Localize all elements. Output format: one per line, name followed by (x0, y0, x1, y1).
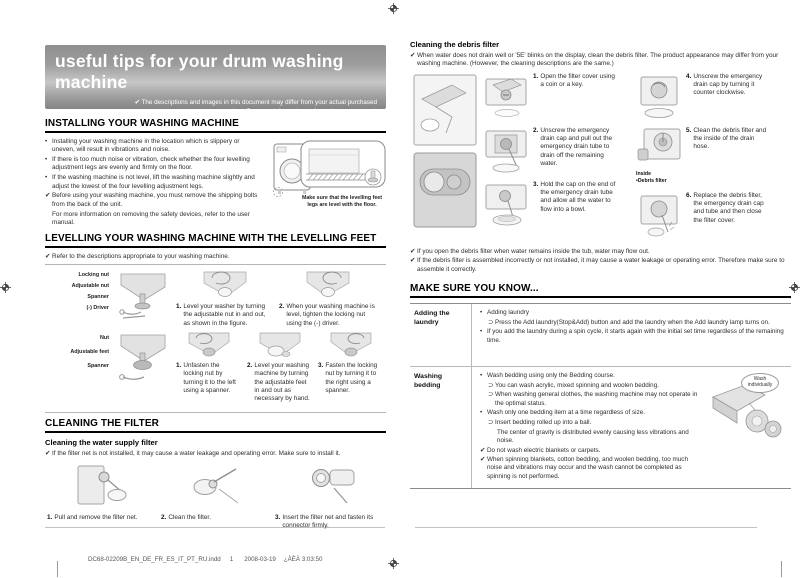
check-marker: ✔ (45, 192, 51, 200)
check-marker: ✔ (45, 252, 51, 260)
installing-illustration (258, 138, 386, 224)
registration-mark-icon (388, 3, 399, 14)
levelling-feet-inset-illustration (300, 140, 386, 192)
pull-drain-tube-illustration (483, 127, 529, 173)
diagram-label: (-) Driver (86, 305, 109, 312)
levelling-step (276, 270, 379, 328)
divider (45, 264, 386, 265)
footer-time: ¿ÀÈÄ 3:03:50 (283, 556, 323, 563)
debris-step (483, 127, 636, 174)
bullet-marker: • (45, 174, 48, 182)
crop-mark (781, 561, 782, 577)
sub-marker: ⊃ (488, 318, 494, 326)
filter-step (273, 462, 387, 531)
sub-marker: ⊃ (488, 391, 494, 399)
step-text: 2. Unscrew the emergency drain cap and pull out the emergency drain tube to drain off the remaining water. (533, 126, 613, 167)
pull-filter-net-illustration (74, 462, 130, 510)
clean-debris-filter-illustration (636, 127, 682, 165)
tighten-nut-illustration (305, 270, 351, 300)
debris-step (636, 73, 789, 120)
footer-date: 2008-03-19 (244, 556, 276, 563)
check-marker: ✔ (480, 446, 486, 454)
unscrew-drain-cap-illustration (636, 73, 682, 119)
step-text: 4. Unscrew the emergency drain cap by turning it counter clockwise. (686, 72, 763, 97)
step-text: 3. Hold the cap on the end of the emergency drain tube and allow all the water to flow into a bowl. (533, 180, 616, 213)
diagram-label: Adjustable feet (70, 349, 109, 356)
bullet-line: • If there is too much noise or vibration, check whether the four levelling adjustment legs are evenly and firmly on the floor. (45, 156, 250, 172)
step-text: 6. Replace the debris filter, the emergency drain cap and tube and then close the filter cover. (686, 191, 764, 224)
clean-filter-illustration (188, 462, 244, 510)
row-content: • Adding laundry ⊃ Press the Add laundry(Stop&Add) button and add the laundry when the Add laundry lamp turns on. • If you add the laundry during a spin cycle, it starts again with the initial set time regardless of the remaining time. (480, 309, 784, 344)
debris-steps-col-a (483, 73, 636, 246)
adjust-nut-illustration (202, 270, 248, 300)
levelling-row-1 (45, 270, 386, 328)
section-heading-levelling: LEVELLING YOUR WASHING MACHINE WITH THE LEVELLING FEET (45, 233, 386, 248)
registration-mark-icon (388, 558, 399, 569)
sub-marker: ⊃ (488, 419, 494, 426)
bedding-illustration (705, 373, 787, 445)
fasten-nut-illustration (329, 331, 373, 359)
diagram-label: Adjustable nut (71, 283, 109, 290)
debris-steps-col-b (636, 73, 789, 246)
step-text: 3. Insert the filter net and fasten its connector firmly. (275, 514, 374, 530)
banner-note (55, 98, 377, 116)
step-text: 1. Open the filter cover using a coin or a key. (533, 72, 615, 88)
check-marker: ✔ (410, 247, 416, 255)
subheading-debris-filter: Cleaning the debris filter (410, 40, 500, 49)
filter-note: ✔ If the filter net is not installed, it may cause a water leakage and operating error. Make sure to install it. (45, 449, 341, 457)
speech-bubble: Wash individually (741, 373, 779, 393)
check-marker: ✔ (410, 52, 416, 59)
installing-body (45, 138, 386, 229)
check-marker: ✔ (410, 257, 416, 265)
bullet-marker: • (480, 328, 483, 336)
row-label: Adding the laundry (410, 304, 472, 366)
banner (45, 45, 386, 116)
levelling-step (173, 270, 276, 328)
bullet-marker: • (45, 138, 48, 145)
debris-step (636, 127, 789, 185)
row-content: • Wash bedding using only the Bedding course. ⊃ You can wash acrylic, mixed spinning and woolen bedding. ⊃ When washing general clothes, the washing machine may not operate in the optimal status. • Wash only one bedding item at a time regardless of size. ⊃ Insert bedding rolled up into a ball. The center of gravity is distributed evenly causing less vibrations and noise. ✔ Do not wash electric blankets or carpets. ✔ When spinning blankets, cotton bedding, and woolen bedding, too much noise and vibrations may occur and the wash cannot be completed as spinning is not performed. Wash individually (472, 367, 791, 488)
trim-line (415, 527, 757, 528)
drain-into-bowl-illustration (483, 181, 529, 227)
crop-mark (57, 561, 58, 577)
installing-text (45, 138, 258, 229)
filter-cover-overview-illustration (412, 73, 478, 229)
diagram-label: Spanner (87, 363, 109, 370)
bullet-marker: • (480, 372, 483, 380)
diagram-label: Locking nut (78, 272, 109, 279)
bullet-marker: • (45, 156, 48, 164)
debris-step (483, 181, 636, 228)
debris-note: ✔ When water does not drain well or '5E' blinks on the display, clean the debris filter. The product appearance may differ from your washing machine. (However, the cleaning descriptions are the same.) (410, 52, 779, 68)
row-label: Washing bedding (410, 367, 472, 488)
debris-warning: ✔ If you open the debris filter when water remains inside the tub, water may flow out. (410, 247, 650, 255)
levelling-note: ✔ Refer to the descriptions appropriate to your washing machine. (45, 252, 230, 260)
more-note: For more information on removing the safety devices, refer to the user manual. (52, 210, 250, 226)
make-sure-table (410, 303, 791, 489)
sub-marker: ⊃ (488, 381, 494, 389)
check-marker: ✔ (45, 449, 51, 457)
turn-feet-by-hand-illustration (258, 331, 302, 359)
diagram-label: Spanner (87, 294, 109, 301)
table-row-adding-laundry (410, 304, 791, 366)
filter-steps (45, 462, 386, 531)
debris-steps (412, 73, 791, 246)
left-column (45, 45, 386, 531)
step-text: 1. Level your washer by turning the adjustable nut in and out, as shown in the figure. (176, 303, 266, 327)
bullet-marker: • (480, 409, 483, 417)
diagram-label: Nut (100, 335, 109, 342)
section-heading-make-sure: MAKE SURE YOU KNOW... (410, 283, 791, 298)
footer-filename: DC68-02209B_EN_DE_FR_ES_IT_PT_RU.indd (88, 556, 221, 563)
check-marker: ✔ (480, 456, 486, 464)
levelling-foot-diagram-illustration (115, 272, 169, 322)
step-text: 2. Clean the filter. (161, 514, 211, 522)
adjustable-feet-diagram-illustration (115, 333, 169, 385)
section-heading-cleaning-filter: CLEANING THE FILTER (45, 418, 386, 433)
filter-step (45, 462, 159, 531)
banner-note-text: The descriptions and images in this document may differ from your actual purchased product. For more information, refer to the user manual. (141, 99, 377, 116)
step-text: 2. When your washing machine is level, tighten the locking nut using the (-) driver. (279, 303, 375, 327)
debris-warning: ✔ If the debris filter is assembled incorrectly or not installed, it may cause a water leakage or operating error. Therefore make sure to assemble it correctly. (410, 257, 785, 273)
inside-label: Inside (636, 170, 651, 177)
levelling-diagram-labels-2 (45, 331, 173, 404)
check-note: ✔ Before using your washing machine, you must remove the shipping bolts from the back of the unit. (45, 192, 258, 208)
filter-step (159, 462, 273, 531)
bullet-line: • If the washing machine is not level, lift the washing machine slightly and adjust the lowest of the four levelling adjustment legs. (45, 174, 255, 190)
section-heading-installing: INSTALLING YOUR WASHING MACHINE (45, 118, 386, 133)
bullet-marker: • (480, 309, 483, 317)
subheading-water-supply-filter: Cleaning the water supply filter (45, 437, 158, 447)
check-marker: ✔ (134, 99, 140, 106)
divider (45, 412, 386, 413)
step-text: 1. Unfasten the locking nut by turning it to the left using a spanner. (176, 362, 236, 395)
step-text: 1. Pull and remove the filter net. (47, 514, 138, 522)
replace-debris-filter-illustration (636, 192, 682, 238)
levelling-step (315, 331, 386, 404)
debris-step (483, 73, 636, 120)
footer-page-number: 1 (229, 556, 234, 563)
debris-filter-label: •Debris filter (636, 178, 667, 185)
debris-step (636, 192, 789, 239)
step-text: 2. Level your washing machine by turning the adjustable feet in and out as necessary by hand. (247, 362, 310, 403)
page-title: useful tips for your drum washing machine (55, 51, 344, 92)
levelling-step (173, 331, 244, 404)
levelling-diagram-labels-1 (45, 270, 173, 328)
levelling-row-2 (45, 331, 386, 404)
table-row-washing-bedding (410, 366, 791, 488)
levelling-step (244, 331, 315, 404)
illustration-caption: Make sure that the levelling feet legs are level with the floor. (301, 195, 383, 209)
bullet-line: • Installing your washing machine in the location which is slippery or uneven, will result in vibrations and noise. (45, 138, 240, 154)
step-text: 5. Clean the debris filter and the inside of the drain hose. (686, 126, 767, 151)
insert-filter-net-illustration (302, 462, 358, 510)
registration-mark-icon (0, 282, 11, 293)
open-filter-cover-illustration (483, 73, 529, 119)
footer (88, 556, 322, 563)
unfasten-nut-illustration (187, 331, 231, 359)
step-text: 3. Fasten the locking nut by turning it to the right using a spanner. (318, 362, 378, 395)
right-column (410, 40, 791, 489)
